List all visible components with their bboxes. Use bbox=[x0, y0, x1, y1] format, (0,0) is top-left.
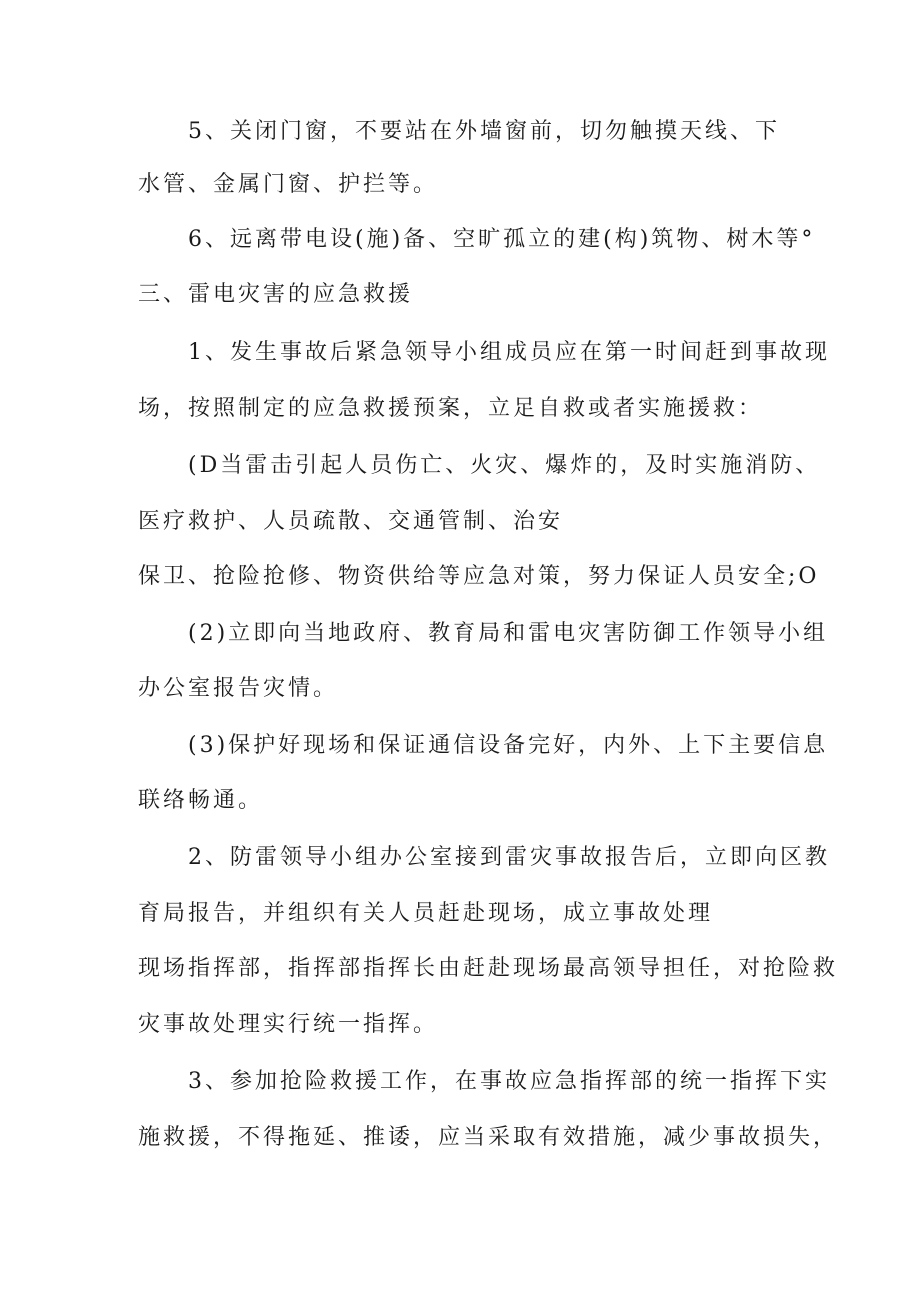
text-line: 水管、金属门窗、护拦等。 bbox=[138, 172, 439, 197]
text-line: 灾事故处理实行统一指挥。 bbox=[138, 1012, 439, 1037]
text-line: 办公室报告灾情。 bbox=[138, 676, 339, 701]
text-line: 医疗救护、人员疏散、交通管制、治安 bbox=[138, 509, 564, 534]
text-line: 育局报告，并组织有关人员赶赴现场，成立事故处理 bbox=[138, 901, 714, 926]
text-line: 保卫、抢险抢修、物资供给等应急对策，努力保证人员安全;O bbox=[138, 564, 820, 589]
text-line: (3)保护好现场和保证通信设备完好，内外、上下主要信息 bbox=[188, 733, 829, 758]
text-line: 1、发生事故后紧急领导小组成员应在第一时间赶到事故现 bbox=[188, 340, 830, 365]
text-line: 2、防雷领导小组办公室接到雷灾事故报告后，立即向区教 bbox=[188, 845, 830, 870]
text-line: 场，按照制定的应急救援预案，立足自救或者实施援救： bbox=[138, 396, 764, 421]
section-heading: 三、雷电灾害的应急救援 bbox=[138, 282, 414, 307]
text-line: 5、关闭门窗，不要站在外墙窗前，切勿触摸天线、下 bbox=[188, 119, 780, 144]
text-line: 施救援，不得拖延、推诿，应当采取有效措施，减少事故损失， bbox=[138, 1125, 839, 1150]
text-line: (D当雷击引起人员伤亡、火灾、爆炸的，及时实施消防、 bbox=[188, 453, 821, 478]
text-line: 6、远离带电设(施)备、空旷孤立的建(构)筑物、树木等° bbox=[188, 227, 816, 252]
text-line: 现场指挥部，指挥部指挥长由赶赴现场最高领导担任，对抢险救 bbox=[138, 956, 839, 981]
text-line: (2)立即向当地政府、教育局和雷电灾害防御工作领导小组 bbox=[188, 621, 829, 646]
text-line: 联络畅通。 bbox=[138, 788, 264, 813]
text-line: 3、参加抢险救援工作，在事故应急指挥部的统一指挥下实 bbox=[188, 1069, 830, 1094]
